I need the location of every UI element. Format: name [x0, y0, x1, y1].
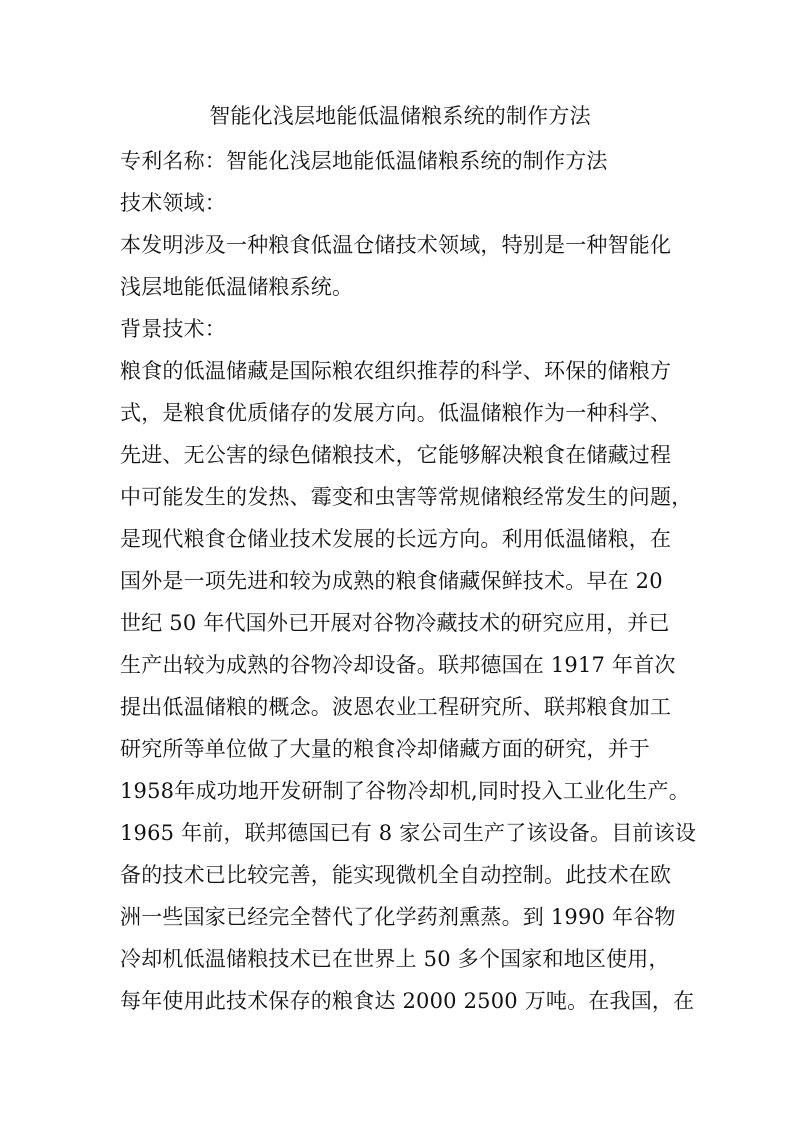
patent-name-line: 专利名称：智能化浅层地能低温储粮系统的制作方法 [120, 149, 608, 173]
paragraph-line: 研究所等单位做了大量的粮食冷却储藏方面的研究，并于 [120, 737, 650, 761]
paragraph-line: 生产出较为成熟的谷物冷却设备。联邦德国在 1917 年首次 [120, 653, 676, 677]
paragraph-line: 先进、无公害的绿色储粮技术，它能够解决粮食在储藏过程 [120, 443, 672, 467]
paragraph-line: 每年使用此技术保存的粮食达 2000 2500 万吨。在我国，在 [120, 989, 695, 1013]
paragraph-line: 本发明涉及一种粮食低温仓储技术领域，特别是一种智能化 [120, 233, 672, 257]
paragraph-line: 式，是粮食优质储存的发展方向。低温储粮作为一种科学、 [120, 401, 672, 425]
paragraph-line: 1958年成功地开发研制了谷物冷却机,同时投入工业化生产。 [120, 779, 690, 803]
paragraph-line: 中可能发生的发热、霉变和虫害等常规储粮经常发生的问题， [120, 485, 693, 509]
paragraph-line: 洲一些国家已经完全替代了化学药剂熏蒸。到 1990 年谷物 [120, 905, 676, 929]
paragraph-line: 世纪 50 年代国外已开展对谷物冷藏技术的研究应用，并已 [120, 611, 670, 635]
paragraph-line: 浅层地能低温储粮系统。 [120, 275, 354, 299]
paragraph-line: 是现代粮食仓储业技术发展的长远方向。利用低温储粮，在 [120, 527, 672, 551]
paragraph-line: 冷却机低温储粮技术已在世界上 50 多个国家和地区使用， [120, 947, 670, 971]
section-heading-background: 背景技术： [120, 317, 226, 341]
paragraph-line: 1965 年前，联邦德国已有 8 家公司生产了该设备。目前该设 [120, 821, 697, 845]
paragraph-line: 备的技术已比较完善，能实现微机全自动控制。此技术在欧 [120, 863, 672, 887]
document-title: 智能化浅层地能低温储粮系统的制作方法 [209, 104, 591, 128]
paragraph-line: 粮食的低温储藏是国际粮农组织推荐的科学、环保的储粮方 [120, 359, 672, 383]
section-heading-technical-field: 技术领域： [120, 191, 226, 215]
paragraph-line: 提出低温储粮的概念。波恩农业工程研究所、联邦粮食加工 [120, 695, 672, 719]
paragraph-line: 国外是一项先进和较为成熟的粮食储藏保鲜技术。早在 20 [120, 569, 663, 593]
